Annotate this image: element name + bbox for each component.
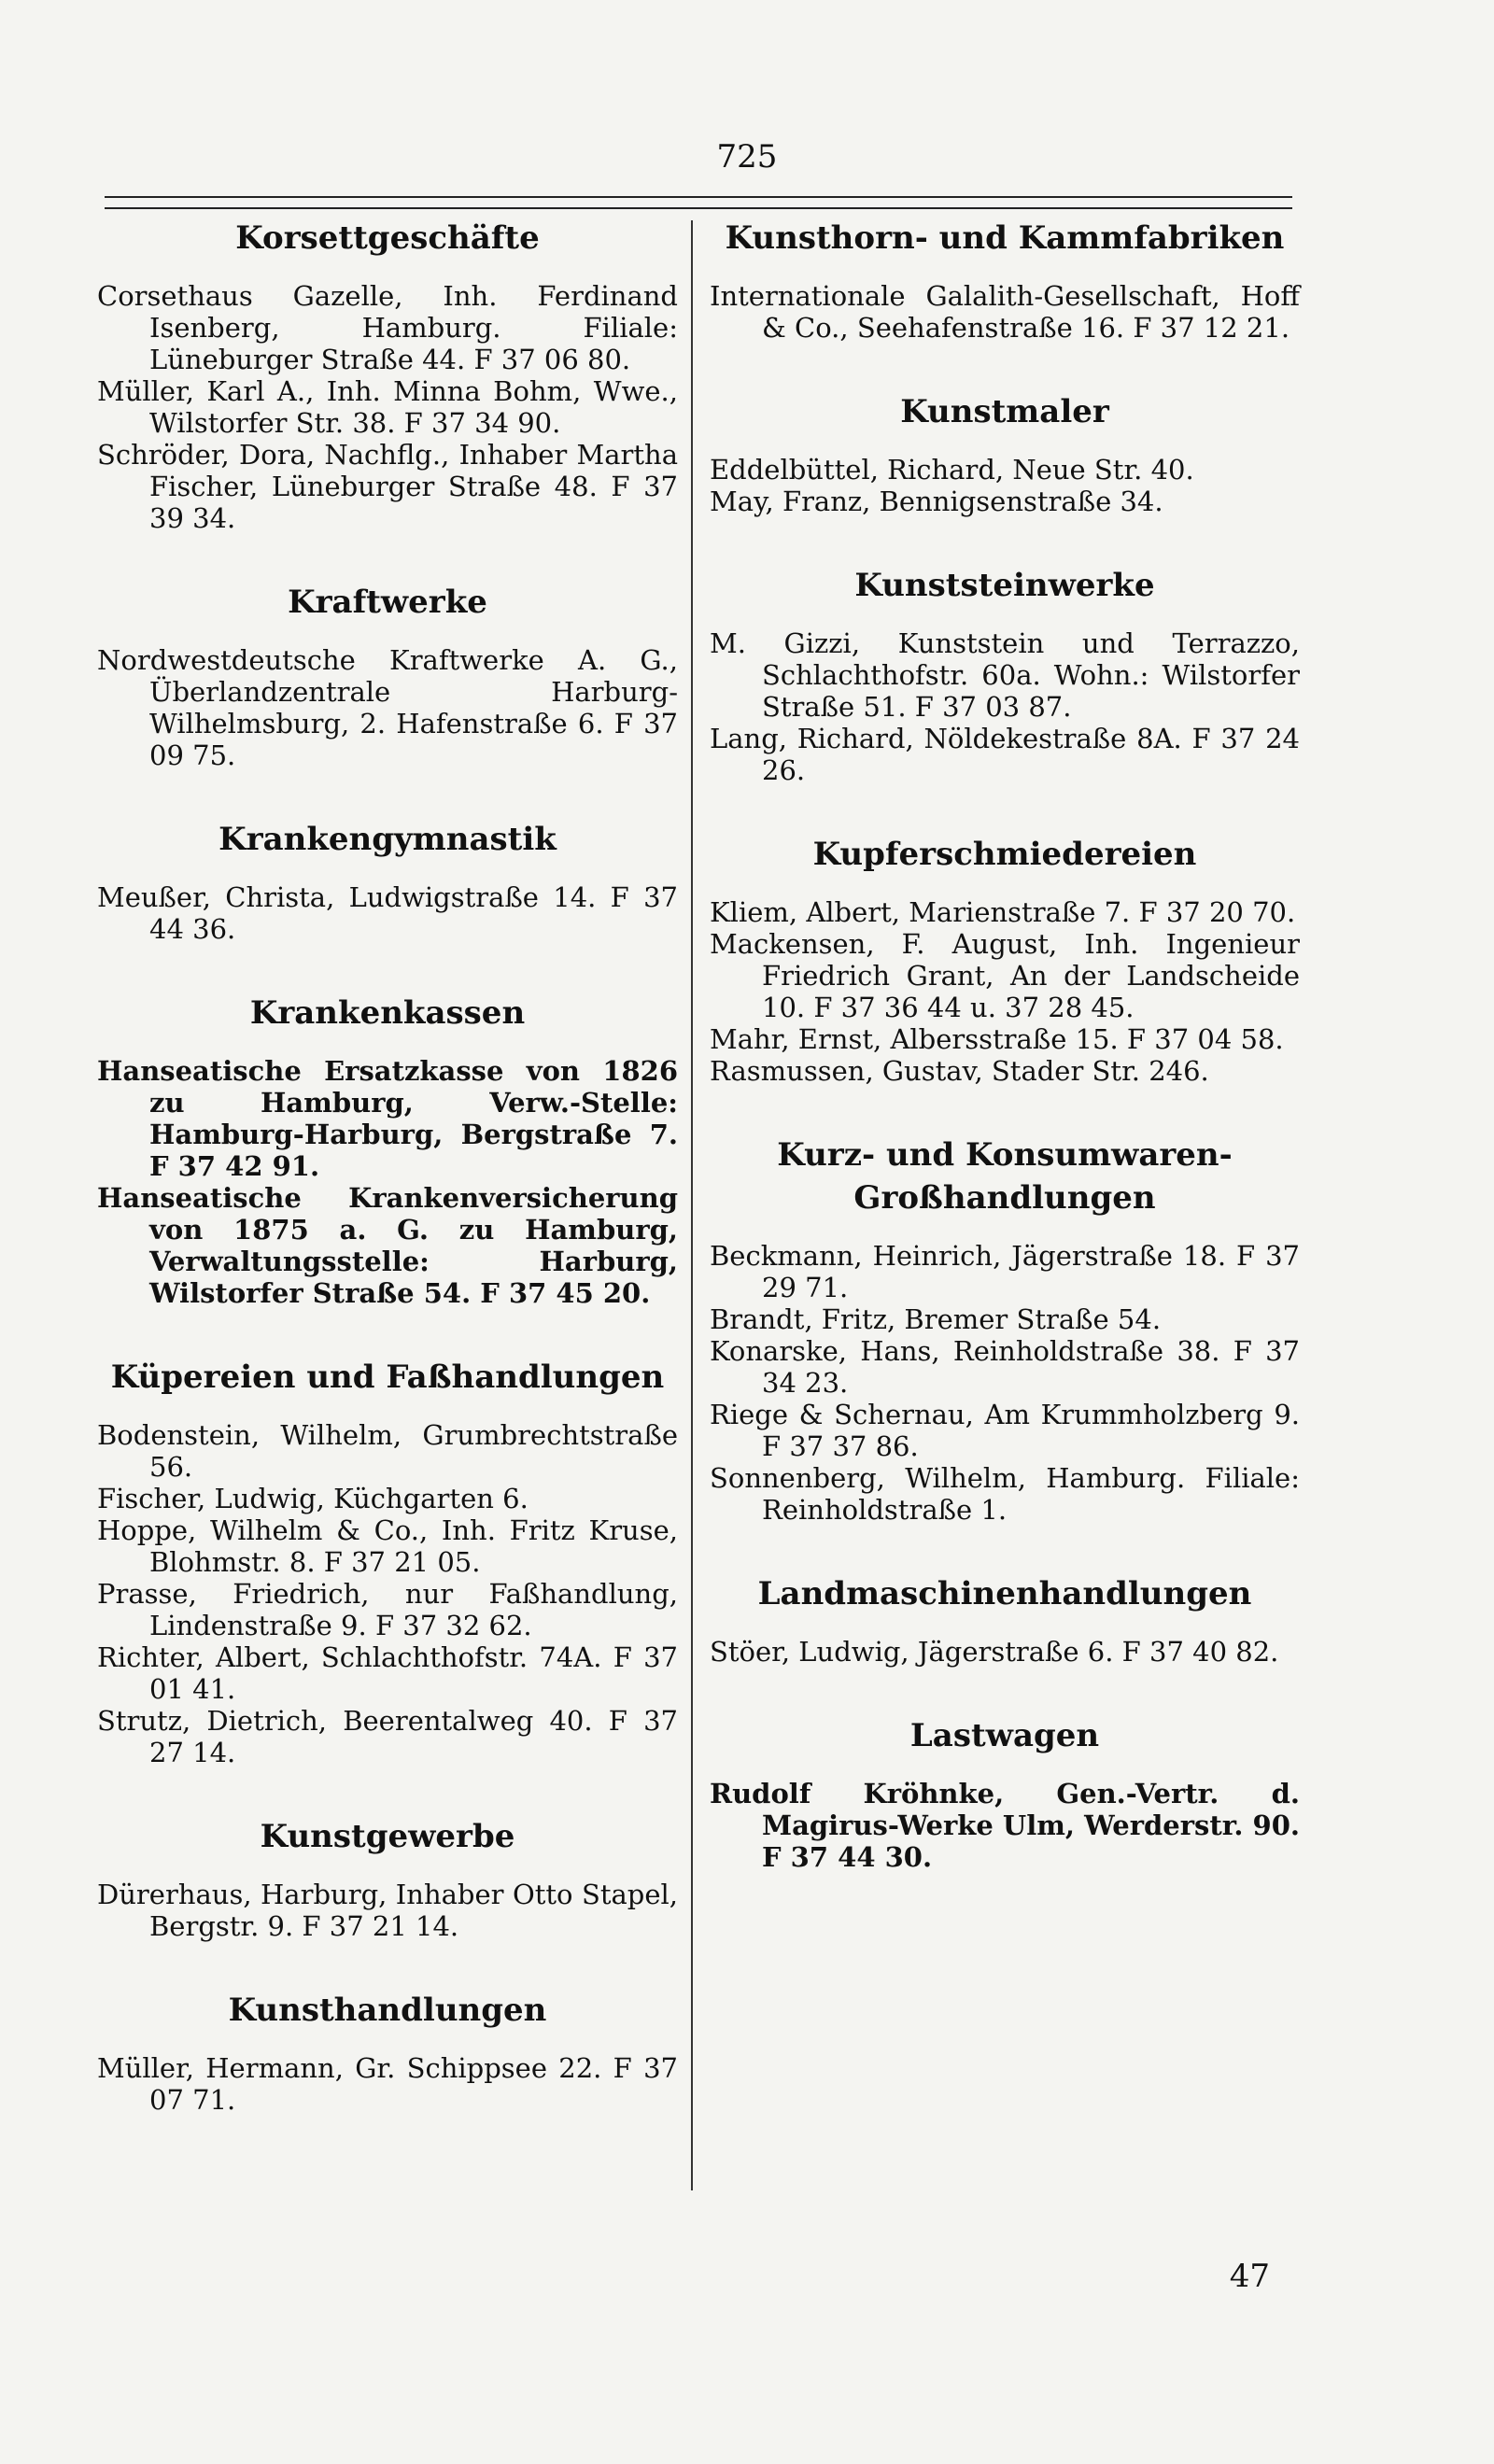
directory-entry: Prasse, Friedrich, nur Faßhandlung, Lindenstraße 9. F 37 32 62. [97,1578,678,1641]
directory-entry: Müller, Karl A., Inh. Minna Bohm, Wwe., Wilstorfer Str. 38. F 37 34 90. [97,375,678,439]
section-heading: Kraftwerke [288,584,487,621]
directory-section [710,217,1300,344]
directory-entry: Hanseatische Krankenversicherung von 1875 a. G. zu Hamburg, Verwaltungsstelle: Harburg, Wilstorfer Straße 54. F 37 45 20. [97,1182,678,1309]
directory-section [97,1356,678,1768]
directory-entry: Strutz, Dietrich, Beerentalweg 40. F 37 27 14. [97,1705,678,1768]
section-heading: Lastwagen [909,1717,1100,1754]
section-heading: Kurz- und Konsumwaren-Großhandlungen [777,1136,1233,1217]
directory-entry: Internationale Galalith-Gesellschaft, Hoff & Co., Seehafenstraße 16. F 37 12 21. [710,280,1300,344]
section-heading: Landmaschinenhandlungen [757,1575,1252,1612]
directory-section [97,581,678,771]
directory-entry: Schröder, Dora, Nachflg., Inhaber Martha Fischer, Lüneburger Straße 48. F 37 39 34. [97,439,678,534]
directory-entry: Richter, Albert, Schlachthofstr. 74A. F 37 01 41. [97,1641,678,1705]
section-heading: Küpereien und Faßhandlungen [110,1359,665,1396]
directory-section [710,1572,1300,1668]
directory-section [97,1815,678,1942]
directory-entry: Hoppe, Wilhelm & Co., Inh. Fritz Kruse, Blohmstr. 8. F 37 21 05. [97,1514,678,1578]
directory-entry: Stöer, Ludwig, Jägerstraße 6. F 37 40 82. [710,1636,1279,1668]
directory-entry: Nordwestdeutsche Kraftwerke A. G., Überlandzentrale Harburg-Wilhelmsburg, 2. Hafenstraße 6. F 37 09 75. [97,644,678,771]
section-heading: Kunststeinwerke [854,567,1155,604]
directory-entry: Mackensen, F. August, Inh. Ingenieur Friedrich Grant, An der Landscheide 10. F 37 36 44 u. 37 28 45. [710,928,1300,1023]
directory-section [97,992,678,1309]
directory-entry: Hanseatische Ersatzkasse von 1826 zu Hamburg, Verw.-Stelle: Hamburg-Harburg, Bergstraße 7. F 37 42 91. [97,1055,678,1182]
right-column [710,217,1300,1920]
directory-entry: May, Franz, Bennigsenstraße 34. [710,486,1163,517]
directory-entry: Lang, Richard, Nöldekestraße 8A. F 37 24 26. [710,723,1300,786]
directory-entry: Mahr, Ernst, Albersstraße 15. F 37 04 58. [710,1023,1284,1055]
directory-entry: Beckmann, Heinrich, Jägerstraße 18. F 37 29 71. [710,1240,1300,1303]
directory-section [710,1133,1300,1526]
page-number: 725 [716,138,778,176]
section-heading: Kunsthandlungen [228,1992,547,2029]
directory-entry: Bodenstein, Wilhelm, Grumbrechtstraße 56. [97,1419,678,1483]
directory-section [710,1714,1300,1873]
directory-entry: Kliem, Albert, Marienstraße 7. F 37 20 70. [710,896,1296,928]
directory-entry: Konarske, Hans, Reinholdstraße 38. F 37 34 23. [710,1335,1300,1399]
directory-entry: Rudolf Kröhnke, Gen.-Vertr. d. Magirus-Werke Ulm, Werderstr. 90. F 37 44 30. [710,1778,1301,1873]
header-rule-bottom [105,207,1292,209]
directory-entry: Fischer, Ludwig, Küchgarten 6. [97,1483,529,1514]
section-heading: Kunstmaler [900,393,1109,430]
section-heading: Korsettgeschäfte [235,219,540,257]
directory-section [97,217,678,534]
directory-entry: Riege & Schernau, Am Krummholzberg 9. F 37 37 86. [710,1399,1300,1462]
directory-entry: M. Gizzi, Kunststein und Terrazzo, Schlachthofstr. 60a. Wohn.: Wilstorfer Straße 51. F 37 03 87. [710,627,1300,723]
section-heading: Kunsthorn- und Kammfabriken [725,219,1285,257]
directory-entry: Meußer, Christa, Ludwigstraße 14. F 37 44 36. [97,881,678,945]
footer-page-number: 47 [1229,2258,1270,2295]
section-heading: Kunstgewerbe [260,1818,515,1855]
directory-entry: Eddelbüttel, Richard, Neue Str. 40. [710,454,1194,486]
column-divider [691,220,693,2190]
directory-section [710,390,1300,517]
directory-section [710,564,1300,786]
section-heading: Krankengymnastik [218,821,557,858]
header-rule-top [105,196,1292,198]
directory-section [710,833,1300,1087]
directory-entry: Müller, Hermann, Gr. Schippsee 22. F 37 07 71. [97,2052,678,2116]
directory-entry: Rasmussen, Gustav, Stader Str. 246. [710,1055,1209,1087]
directory-section [97,1989,678,2116]
directory-section [97,818,678,945]
directory-entry: Corsethaus Gazelle, Inh. Ferdinand Isenberg, Hamburg. Filiale: Lüneburger Straße 44. F 37 06 80. [97,280,678,375]
left-column [97,217,678,2162]
section-heading: Krankenkassen [249,994,526,1032]
directory-entry: Sonnenberg, Wilhelm, Hamburg. Filiale: Reinholdstraße 1. [710,1462,1300,1526]
section-heading: Kupferschmiedereien [812,836,1197,873]
directory-entry: Dürerhaus, Harburg, Inhaber Otto Stapel, Bergstr. 9. F 37 21 14. [97,1879,678,1942]
directory-entry: Brandt, Fritz, Bremer Straße 54. [710,1303,1162,1335]
